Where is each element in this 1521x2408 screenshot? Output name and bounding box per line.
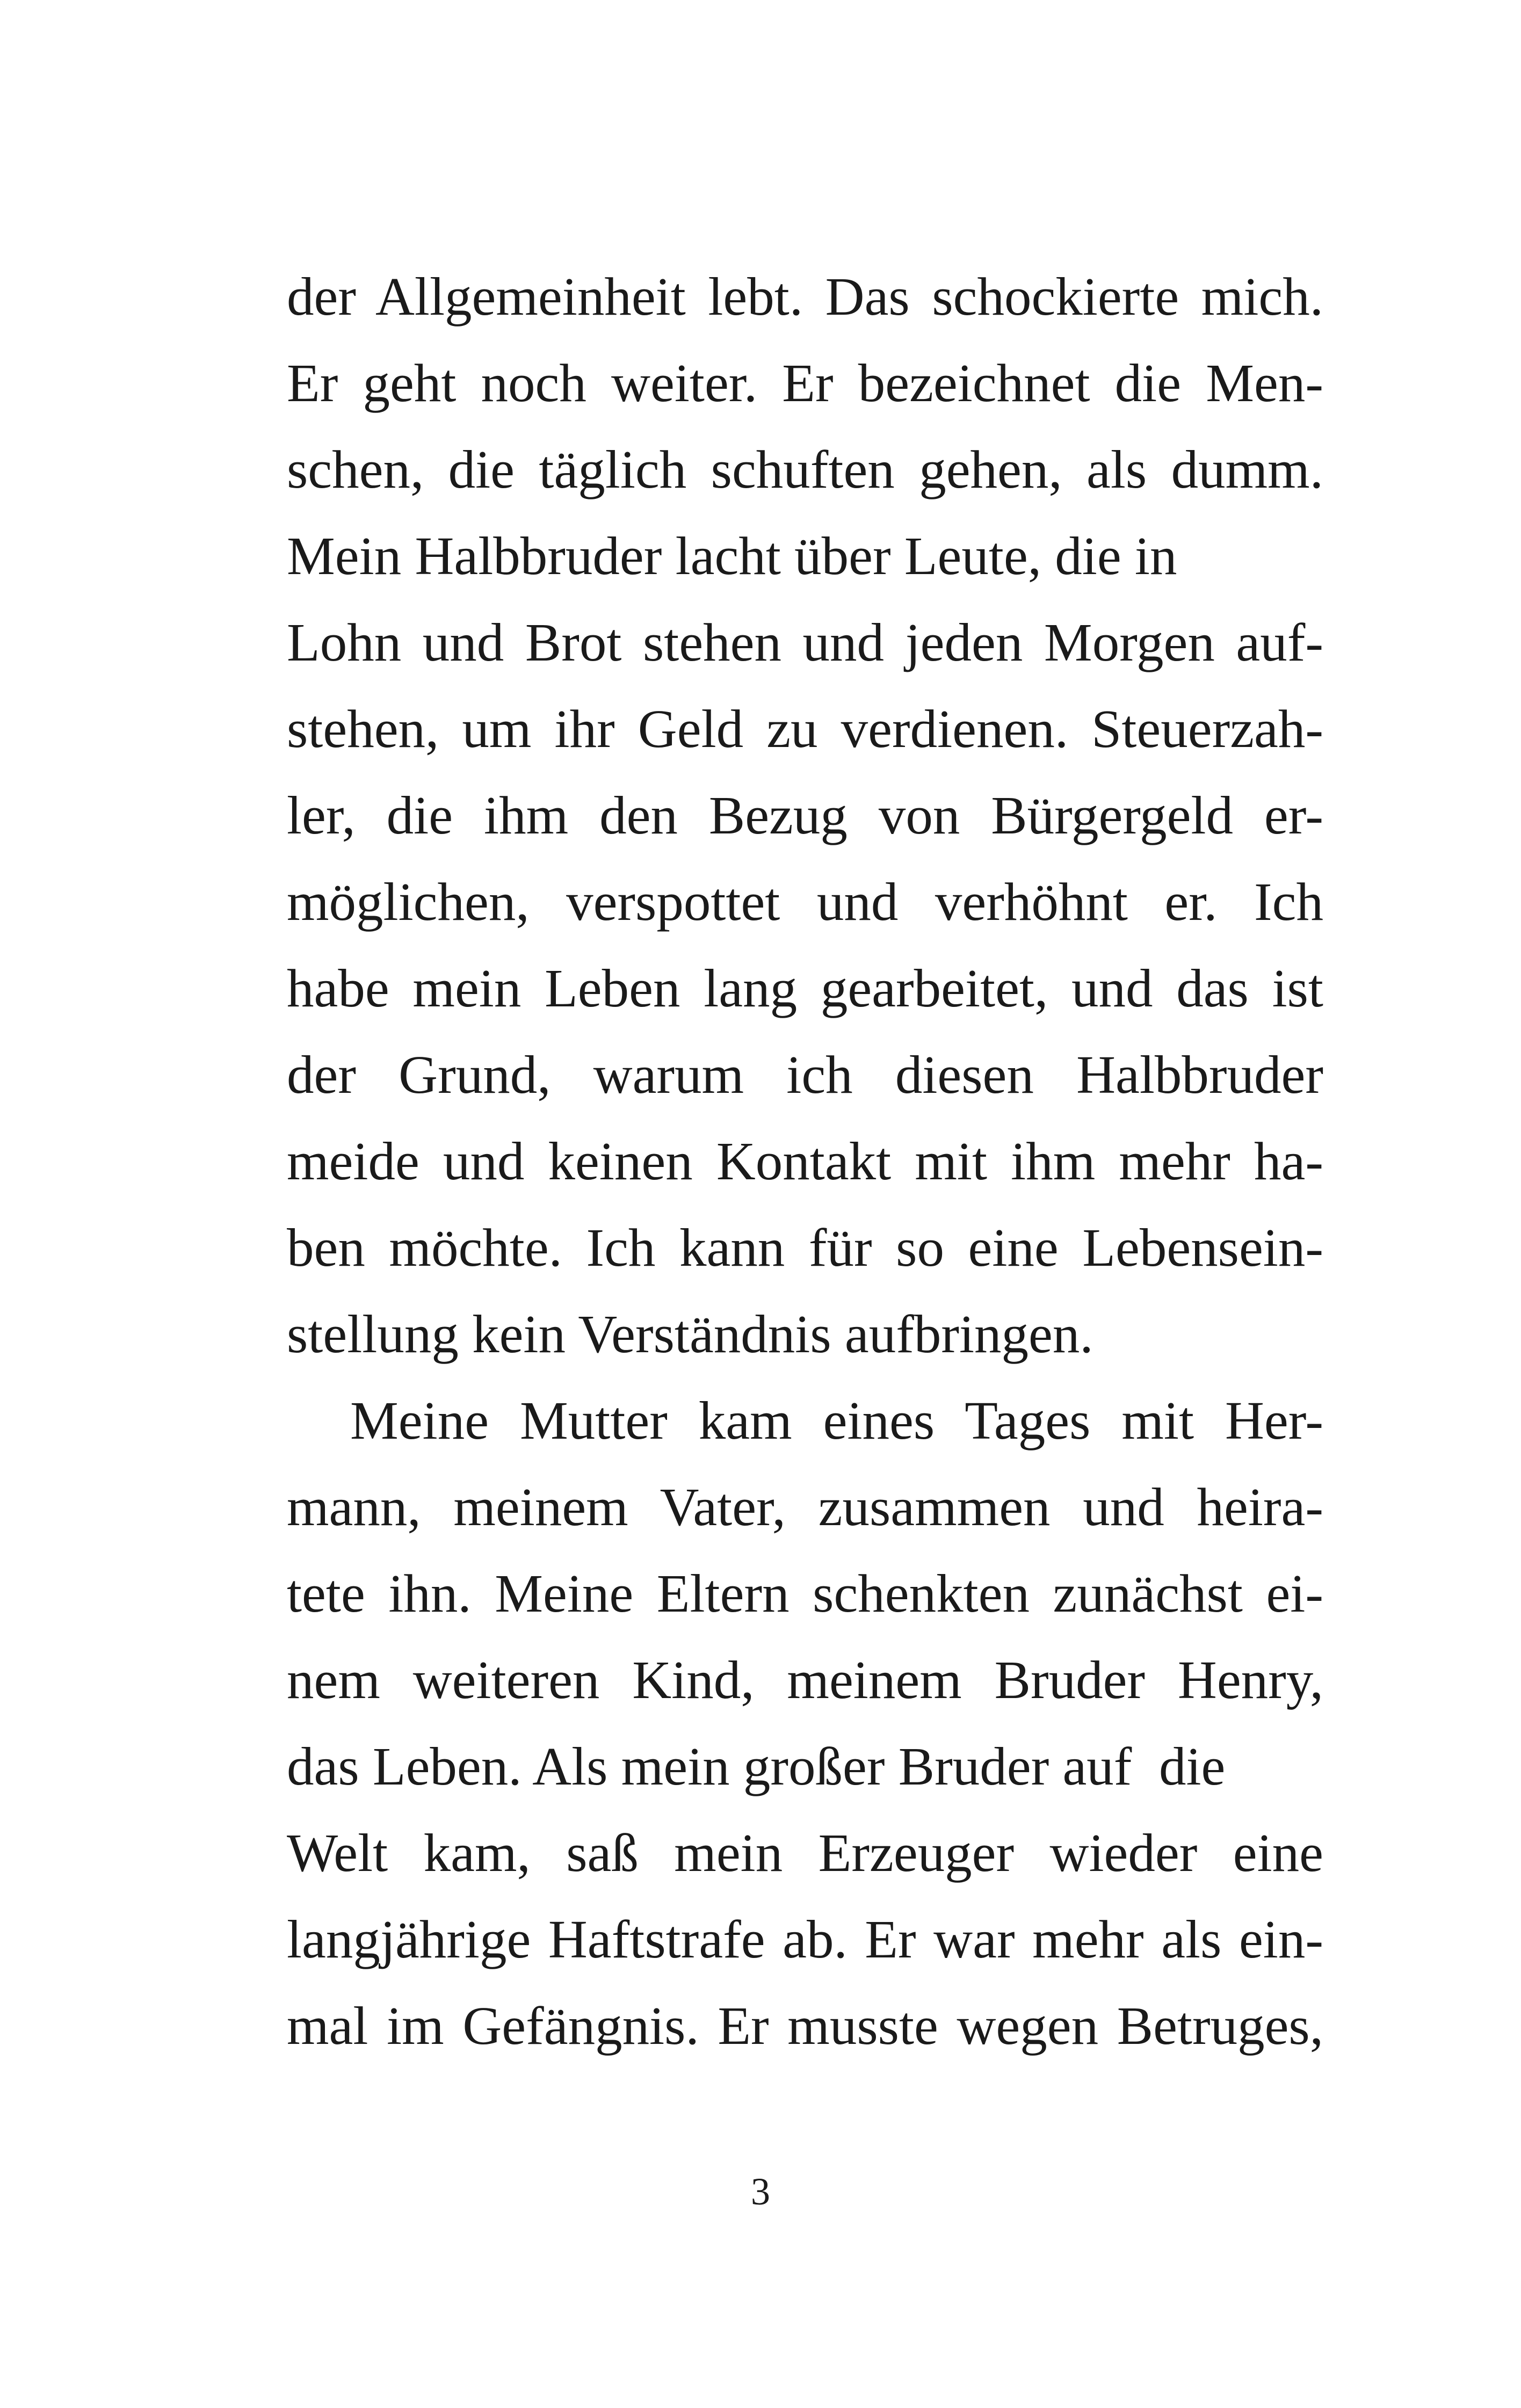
page-number: 3 bbox=[751, 2170, 770, 2213]
text-line: Mein Halbbruder lacht über Leute, die in bbox=[287, 526, 1177, 586]
text-line: der Grund, warum ich diesen Halbbruder bbox=[287, 1045, 1323, 1105]
text-line: habe mein Leben lang gearbeitet, und das ist bbox=[287, 958, 1323, 1018]
text-line: Lohn und Brot stehen und jeden Morgen auf- bbox=[287, 612, 1323, 672]
text-line: meide und keinen Kontakt mit ihm mehr ha- bbox=[287, 1131, 1323, 1191]
text-line: Welt kam, saß mein Erzeuger wieder eine bbox=[287, 1823, 1323, 1883]
text-line: Meine Mutter kam eines Tages mit Her- bbox=[350, 1390, 1323, 1450]
text-line: der Allgemeinheit lebt. Das schockierte mich. bbox=[287, 266, 1323, 327]
text-line: nem weiteren Kind, meinem Bruder Henry, bbox=[287, 1650, 1323, 1710]
text-line: das Leben. Als mein großer Bruder auf die bbox=[287, 1736, 1226, 1796]
body-text bbox=[287, 253, 1323, 2069]
text-line: möglichen, verspottet und verhöhnt er. Ich bbox=[287, 872, 1323, 932]
text-line: ler, die ihm den Bezug von Bürgergeld er- bbox=[287, 785, 1323, 845]
text-line: stellung kein Verständnis aufbringen. bbox=[287, 1304, 1093, 1364]
text-line: stehen, um ihr Geld zu verdienen. Steuerzah- bbox=[287, 699, 1323, 759]
text-line: schen, die täglich schuften gehen, als dumm. bbox=[287, 439, 1323, 499]
text-line: langjährige Haftstrafe ab. Er war mehr als ein- bbox=[287, 1909, 1323, 1969]
text-line: mal im Gefängnis. Er musste wegen Betruges, bbox=[287, 1996, 1323, 2056]
paragraph-1 bbox=[287, 253, 1323, 1377]
text-line: mann, meinem Vater, zusammen und heira- bbox=[287, 1477, 1323, 1537]
text-line: Er geht noch weiter. Er bezeichnet die Men- bbox=[287, 353, 1323, 413]
paragraph-2 bbox=[287, 1377, 1323, 2069]
text-line: ben möchte. Ich kann für so eine Lebensein- bbox=[287, 1217, 1323, 1278]
text-line: tete ihn. Meine Eltern schenkten zunächst ei- bbox=[287, 1563, 1323, 1623]
